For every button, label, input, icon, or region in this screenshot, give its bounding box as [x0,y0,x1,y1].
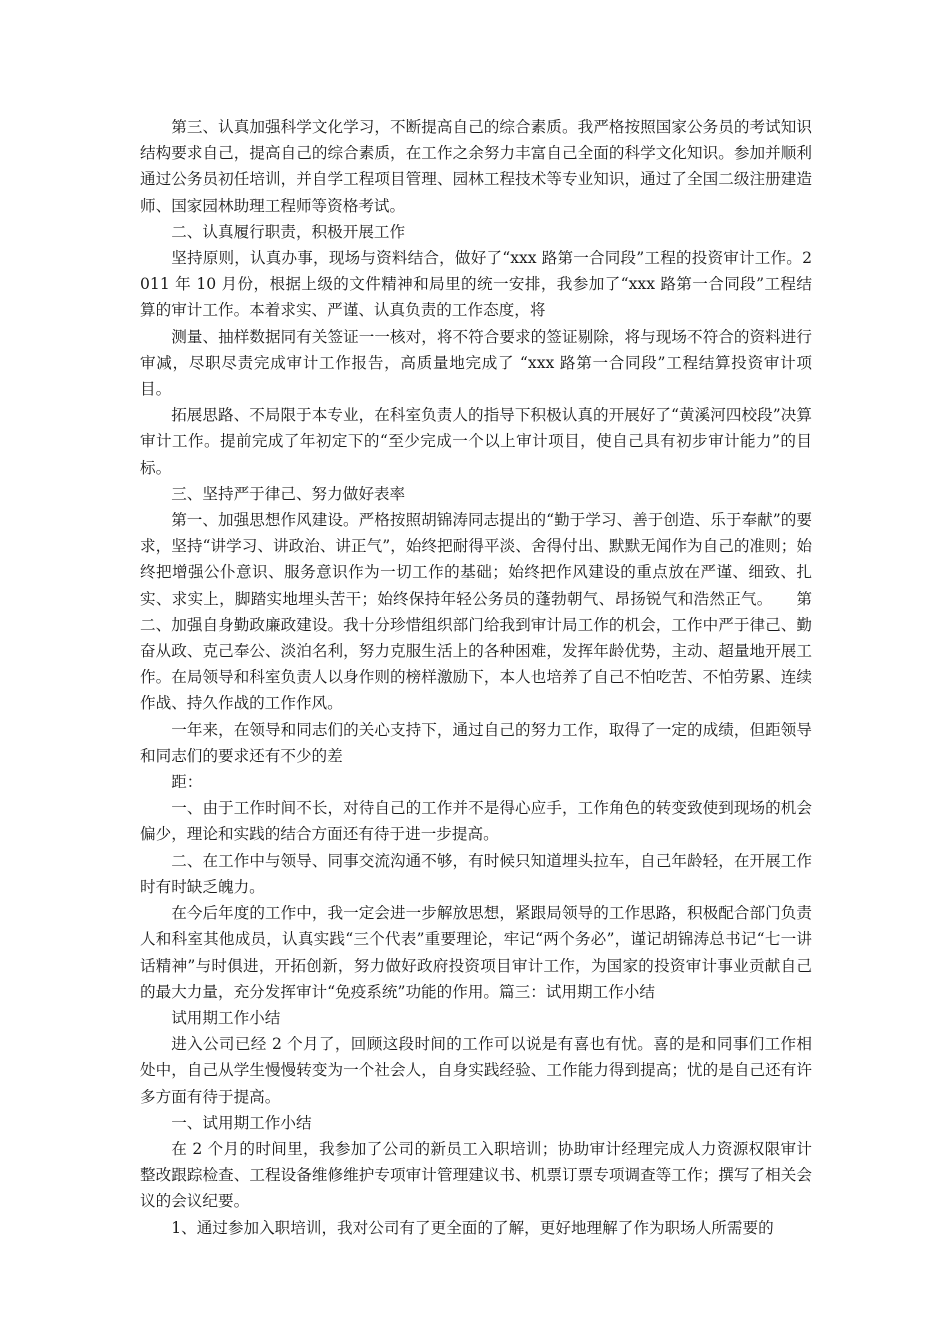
paragraph-future-work: 在今后年度的工作中，我一定会进一步解放思想，紧跟局领导的工作思路，积极配合部门负责人和科室其他成员，认真实践“三个代表”重要理论，牢记“两个务必”，谨记胡锦涛总书记“七一讲话精神”与时俱进，开拓创新，努力做好政府投资项目审计工作，为国家的投资审计事业贡献自己的最大力量，充分发挥审计“免疫系统”功能的作用。篇三：试用期工作小结 [140,904,812,1001]
document-body [140,114,812,1241]
paragraph-expand-thinking: 拓展思路、不局限于本专业，在科室负责人的指导下积极认真的开展好了“黄溪河四校段”决算审计工作。提前完成了年初定下的“至少完成一个以上审计项目，使自己具有初步审计能力”的目标。 [140,406,812,477]
section-heading-discipline: 三、坚持严于律己、努力做好表率 [171,484,406,503]
paragraph-style-building: 第一、加强思想作风建设。严格按照胡锦涛同志提出的“勤于学习、善于创造、乐于奉献”的要求，坚持“讲学习、讲政治、讲正气”，始终把耐得平淡、舍得付出、默默无闻作为自己的准则；始终把增强公仆意识、服务意识作为一切工作的基础；始终把作风建设的重点放在严谨、细致、扎实、求实上，脚踏实地埋头苦干；始终保持年轻公务员的蓬勃朝气、昂扬锐气和浩然正气。 第二、加强自身勤政廉政建设。我十分珍惜组织部门给我到审计局工作的机会，工作中严于律己、勤奋从政、克己奉公、淡泊名利，努力克服生活上的各种困难，发挥年龄优势，主动、超量地开展工作。在局领导和科室负责人以身作则的榜样激励下，本人也培养了自己不怕吃苦、不怕劳累、连续作战、持久作战的工作作风。 [140,511,812,713]
paragraph-two-months: 在 2 个月的时间里，我参加了公司的新员工入职培训；协助审计经理完成人力资源权限审计整改跟踪检查、工程设备维修维护专项审计管理建议书、机票订票专项调查等工作；撰写了相关会议的会议纪要。 [140,1139,812,1211]
paragraph-training: 1、通过参加入职培训，我对公司有了更全面的了解，更好地理解了作为职场人所需要的 [171,1218,774,1237]
paragraph-shortcoming-2: 二、在工作中与领导、同事交流沟通不够，有时候只知道埋头拉车，自己年龄轻，在开展工作时有时缺乏魄力。 [140,851,812,896]
paragraph-shortcoming-1: 一、由于工作时间不长，对待自己的工作并不是得心应手，工作角色的转变致使到现场的机会偏少，理论和实践的结合方面还有待于进一步提高。 [140,799,812,844]
section-heading-probation-summary: 一、试用期工作小结 [171,1113,312,1132]
paragraph-gap: 距： [171,773,203,792]
paragraph-principles: 坚持原则，认真办事，现场与资料结合，做好了“xxx 路第一合同段”工程的投资审计工作。2011 年 10 月份，根据上级的文件精神和局里的统一安排，我参加了“xxx 路第一合同段”工程结算的审计工作。本着求实、严谨、认真负责的工作态度，将 [140,249,812,320]
section-title-probation: 试用期工作小结 [171,1008,281,1027]
section-heading-duties: 二、认真履行职责，积极开展工作 [171,222,406,241]
paragraph-joined-company: 进入公司已经 2 个月了，回顾这段时间的工作可以说是有喜也有忧。喜的是和同事们工作相处中，自己从学生慢慢转变为一个社会人，自身实践经验、工作能力得到提高；忧的是自己还有许多方面有待于提高。 [140,1035,812,1106]
paragraph-study: 第三、认真加强科学文化学习，不断提高自己的综合素质。我严格按照国家公务员的考试知识结构要求自己，提高自己的综合素质，在工作之余努力丰富自己全面的科学文化知识。参加并顺利通过公务员初任培训，并自学工程项目管理、园林工程技术等专业知识，通过了全国二级注册建造师、国家园林助理工程师等资格考试。 [140,118,812,215]
paragraph-year-review: 一年来，在领导和同志们的关心支持下，通过自己的努力工作，取得了一定的成绩，但距领导和同志们的要求还有不少的差 [140,720,812,765]
paragraph-measurement: 测量、抽样数据同有关签证一一核对，将不符合要求的签证剔除，将与现场不符合的资料进行审减，尽职尽责完成审计工作报告，高质量地完成了 “xxx 路第一合同段”工程结算投资审计项目。 [140,327,812,399]
